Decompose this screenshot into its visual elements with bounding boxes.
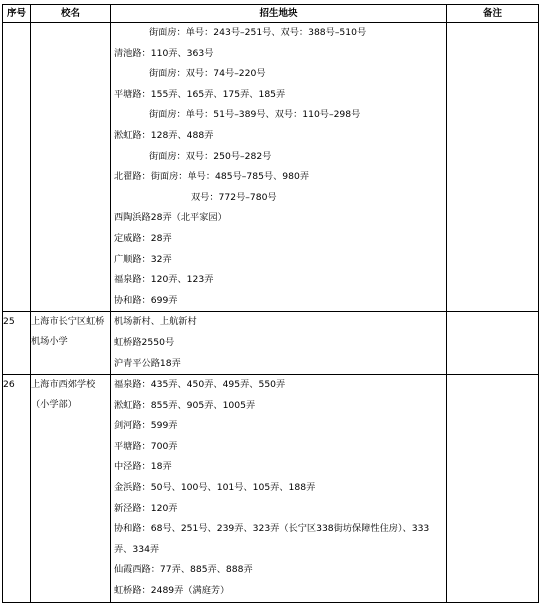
school-name: [31, 375, 111, 603]
row-area-cell: [111, 375, 447, 603]
row-no: 25: [3, 312, 31, 375]
row-area-cell: [111, 312, 447, 375]
row-no: 26: [3, 375, 31, 603]
area-line: 清池路：110弄、363号: [114, 47, 214, 59]
school-name: [31, 312, 111, 375]
area-line: 机场新村、上航新村: [114, 316, 197, 328]
table-row: [3, 312, 539, 375]
area-line: 街面房：单号：51号–389号、双号：110号–298号: [149, 109, 361, 121]
area-line: 仙霞西路：77弄、885弄、888弄: [114, 564, 253, 576]
area-line: 广顺路：32弄: [114, 253, 172, 265]
row-note: [447, 312, 539, 375]
area-line: 虹桥路2550号: [114, 336, 175, 348]
area-line: 金浜路：50号、100号、101号、105弄、188弄: [114, 482, 316, 494]
school-name-text: 上海市西郊学校（小学部）: [31, 379, 96, 411]
area-line: 福泉路：435弄、450弄、495弄、550弄: [114, 379, 286, 391]
row-name: [31, 23, 111, 312]
area-line: 北翟路：街面房：单号：485号–785号、980弄: [114, 171, 310, 183]
header-name: 校名: [31, 5, 111, 23]
area-line: 中泾路：18弄: [114, 461, 172, 473]
school-name-text: 上海市长宁区虹桥机场小学: [31, 316, 105, 348]
row-note: [447, 375, 539, 603]
row-area-cell: [111, 23, 447, 312]
area-line: 定威路：28弄: [114, 232, 172, 244]
row-note: [447, 23, 539, 312]
area-line: 沪青平公路18弄: [114, 357, 181, 369]
area-line: 协和路：68号、251号、239弄、323弄（长宁区338街坊保障性住房）、333弄、334弄: [114, 523, 430, 555]
area-line: 新泾路：120弄: [114, 502, 178, 514]
area-line: 平塘路：700弄: [114, 440, 178, 452]
table-header-row: [3, 5, 539, 23]
area-line: 剑河路：599弄: [114, 420, 178, 432]
area-line: 街面房：双号：250号–282号: [149, 150, 272, 162]
area-line: 街面房：单号：243号–251号、双号：388号–510号: [149, 27, 367, 38]
area-line: 平塘路：155弄、165弄、175弄、185弄: [114, 88, 286, 100]
area-line: 淞虹路：128弄、488弄: [114, 129, 214, 141]
area-line: 西陶浜路28弄（北平家园）: [114, 212, 227, 224]
table-row-continued: [3, 23, 539, 312]
area-line: 虹桥路：2489弄（满庭芳）: [114, 585, 230, 597]
table-row: [3, 375, 539, 603]
header-area: 招生地块: [111, 5, 447, 23]
header-note: 备注: [447, 5, 539, 23]
enrollment-table: [2, 4, 539, 603]
header-no: 序号: [3, 5, 31, 23]
area-line: 福泉路：120弄、123弄: [114, 274, 214, 286]
area-line: 双号：772号–780号: [191, 191, 277, 203]
area-line: 淞虹路：855弄、905弄、1005弄: [114, 399, 256, 411]
area-line: 协和路：699弄: [114, 294, 178, 306]
row-no: [3, 23, 31, 312]
area-line: 街面房：双号：74号–220号: [149, 68, 266, 80]
